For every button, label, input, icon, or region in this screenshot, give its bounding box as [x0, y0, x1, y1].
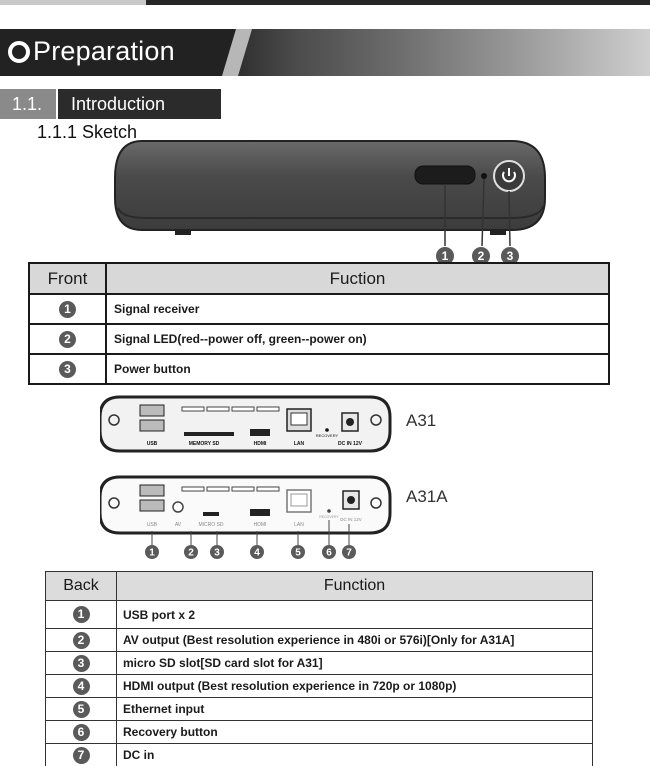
- usb-port-icon: [140, 420, 164, 431]
- table-row: [46, 601, 593, 629]
- column-header-back: Back: [46, 572, 117, 601]
- function-cell: USB port x 2: [117, 601, 593, 629]
- port-label: HDMI: [253, 522, 267, 528]
- signal-receiver-window: [415, 166, 475, 184]
- port-label: MICRO SD: [198, 522, 224, 528]
- number-cell: [46, 675, 117, 698]
- number-cell: [46, 744, 117, 766]
- table-row: [46, 675, 593, 698]
- number-cell: [46, 698, 117, 721]
- callout-number-2: 2: [477, 249, 485, 263]
- callout-number-6: 6: [326, 547, 332, 559]
- function-cell: Signal receiver: [106, 294, 609, 324]
- table-header-row: [29, 263, 609, 294]
- av-jack-icon: [173, 502, 183, 512]
- memory-sd-slot-icon: [184, 432, 234, 436]
- column-header-function: Fuction: [106, 263, 609, 294]
- usb-port-icon: [140, 485, 164, 496]
- function-cell: Signal LED(red--power off, green--power on): [106, 324, 609, 354]
- port-label: RECOVERY: [315, 433, 339, 438]
- hdmi-port-icon: [250, 429, 270, 436]
- number-badge: 6: [73, 724, 90, 741]
- top-rule-gray: [0, 0, 146, 5]
- table-row: [29, 354, 609, 384]
- table-row: [29, 294, 609, 324]
- number-badge: 3: [73, 655, 90, 672]
- number-cell: [46, 721, 117, 744]
- device-body: [115, 141, 545, 230]
- back-function-table: [45, 571, 593, 766]
- number-badge: 2: [73, 632, 90, 649]
- port-label: USB: [146, 522, 158, 528]
- front-function-table: [28, 262, 610, 385]
- function-cell: Recovery button: [117, 721, 593, 744]
- circle-bullet-icon: [8, 41, 30, 63]
- table-row: [46, 744, 593, 766]
- callout-number-7: 7: [346, 547, 352, 559]
- back-panels-sketch: [100, 393, 400, 565]
- number-badge: 7: [73, 747, 90, 764]
- micro-sd-slot-icon: [203, 512, 219, 516]
- number-cell: [46, 601, 117, 629]
- table-header-row: [46, 572, 593, 601]
- number-badge: 4: [73, 678, 90, 695]
- callout-number-2: 2: [188, 547, 194, 559]
- port-label: DC IN 12V: [338, 441, 362, 447]
- chapter-title: Preparation: [33, 36, 175, 66]
- callout-number-1: 1: [441, 249, 449, 263]
- chapter-banner: [0, 29, 650, 76]
- panel-a31a: [100, 477, 390, 559]
- port-label: AV: [174, 522, 182, 528]
- port-label: LAN: [294, 522, 304, 528]
- function-cell: Power button: [106, 354, 609, 384]
- column-header-function: Function: [117, 572, 593, 601]
- number-cell: [29, 324, 106, 354]
- signal-led: [481, 173, 487, 179]
- top-rule-dark: [146, 0, 650, 5]
- subsection-title: 1.1.1 Sketch: [37, 122, 138, 142]
- hdmi-port-icon: [250, 509, 270, 516]
- number-badge: 3: [59, 361, 76, 378]
- callout-number-3: 3: [214, 547, 220, 559]
- function-cell: micro SD slot[SD card slot for A31]: [117, 652, 593, 675]
- callout-number-4: 4: [254, 547, 260, 559]
- function-cell: Ethernet input: [117, 698, 593, 721]
- number-cell: [29, 294, 106, 324]
- panel-a31: [100, 397, 390, 451]
- port-label: LAN: [293, 441, 305, 447]
- recovery-hole-icon: [327, 509, 331, 513]
- table-row: [46, 698, 593, 721]
- device-front-sketch: [112, 138, 552, 266]
- port-label: HDMI: [253, 441, 267, 447]
- port-label: USB: [146, 441, 158, 447]
- port-label: MEMORY SD: [188, 441, 220, 447]
- callout-number-5: 5: [295, 547, 301, 559]
- model-label-a31: A31: [406, 411, 437, 430]
- usb-port-icon: [140, 500, 164, 511]
- port-label: RECOVERY: [319, 515, 339, 519]
- recovery-hole-icon: [325, 428, 329, 432]
- number-badge: 1: [59, 301, 76, 318]
- callout-number-1: 1: [149, 547, 155, 559]
- model-label-a31a: A31A: [406, 487, 448, 506]
- port-label: DC IN 12V: [340, 517, 362, 522]
- number-badge: 1: [73, 606, 90, 623]
- table-row: [46, 629, 593, 652]
- callout-line-3: [509, 191, 510, 246]
- table-row: [46, 721, 593, 744]
- number-cell: [29, 354, 106, 384]
- number-badge: 2: [59, 331, 76, 348]
- column-header-front: Front: [29, 263, 106, 294]
- section-title: Introduction: [58, 89, 221, 119]
- number-cell: [46, 652, 117, 675]
- section-number: 1.1.: [0, 89, 56, 119]
- function-cell: DC in: [117, 744, 593, 766]
- function-cell: HDMI output (Best resolution experience in 720p or 1080p): [117, 675, 593, 698]
- usb-port-icon: [140, 405, 164, 416]
- number-cell: [46, 629, 117, 652]
- table-row: [29, 324, 609, 354]
- function-cell: AV output (Best resolution experience in 480i or 576i)[Only for A31A]: [117, 629, 593, 652]
- number-badge: 5: [73, 701, 90, 718]
- table-row: [46, 652, 593, 675]
- callout-number-3: 3: [506, 249, 514, 263]
